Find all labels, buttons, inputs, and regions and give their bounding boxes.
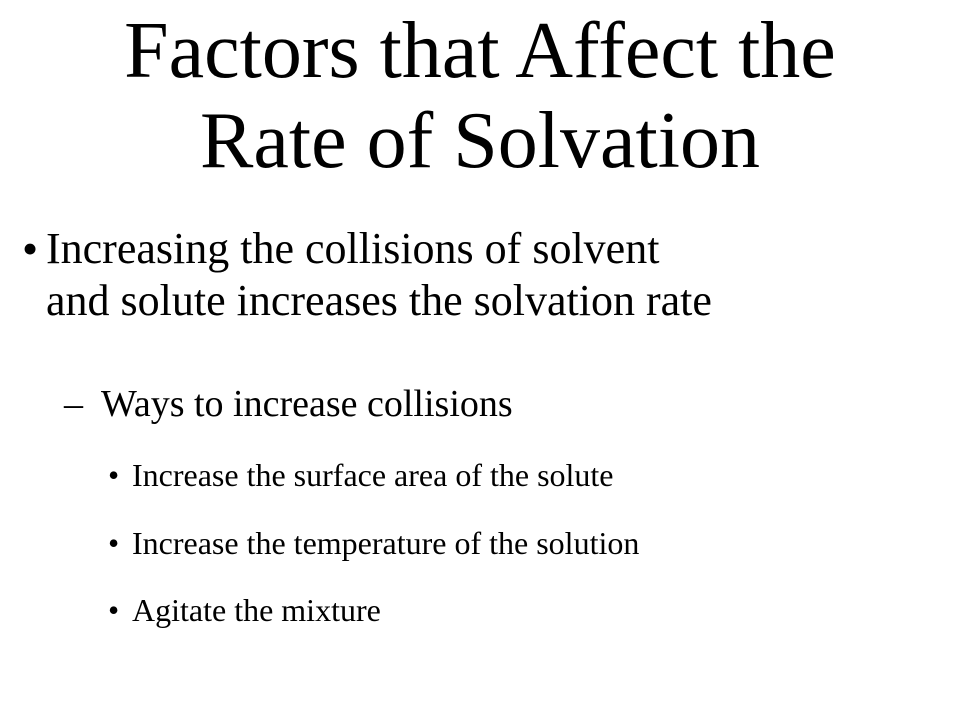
sub-sub-bullet-2 xyxy=(0,521,960,565)
bullet-dot-icon: • xyxy=(22,223,39,274)
slide-title xyxy=(0,6,960,186)
sub-item-text: Agitate the mixture xyxy=(132,592,381,628)
sub-item-text: Increase the surface area of the solute xyxy=(132,457,614,493)
bullet-dot-icon: • xyxy=(108,525,120,561)
sub-sub-bullet-1 xyxy=(0,453,960,497)
sub-bullet-heading xyxy=(0,379,960,429)
bullet-text-line-1: Increasing the collisions of solvent xyxy=(46,224,660,273)
bullet-item-1 xyxy=(0,223,960,327)
bullet-text-line-2: and solute increases the solvation rate xyxy=(46,276,712,325)
dash-bullet-icon: – xyxy=(64,383,83,425)
bullet-dot-icon: • xyxy=(108,592,120,628)
bullet-dot-icon: • xyxy=(108,457,120,493)
sub-item-text: Increase the temperature of the solution xyxy=(132,525,640,561)
sub-heading-text: Ways to increase collisions xyxy=(101,383,513,425)
slide-title-line-1: Factors that Affect the xyxy=(124,7,836,95)
sub-sub-bullet-3 xyxy=(0,588,960,632)
slide-title-line-2: Rate of Solvation xyxy=(200,97,760,185)
